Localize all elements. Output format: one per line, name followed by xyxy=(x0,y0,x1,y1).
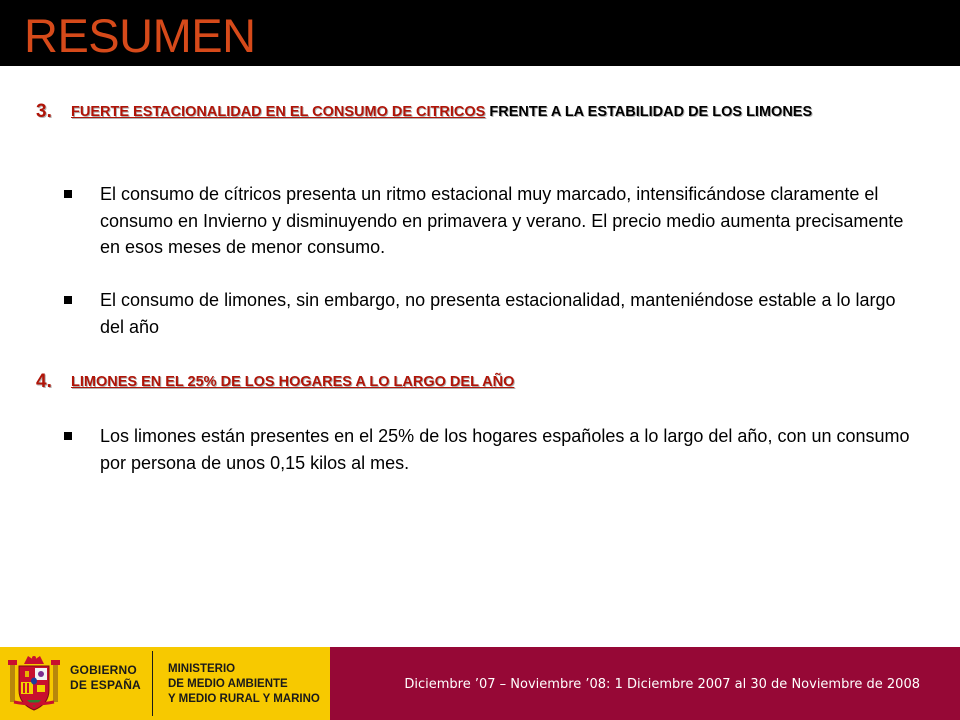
list-item xyxy=(60,423,910,476)
section-4-title xyxy=(36,368,936,396)
section-3-title xyxy=(36,98,936,126)
ministry-line-2: DE MEDIO AMBIENTE xyxy=(168,678,288,690)
page-title: RESUMEN xyxy=(24,9,256,62)
footer xyxy=(0,647,960,720)
bullet-text: El consumo de limones, sin embargo, no presenta estacionalidad, manteniéndose estable a lo largo del año xyxy=(100,290,896,337)
section-3-number: 3. xyxy=(36,101,52,122)
footer-period-area xyxy=(330,647,960,720)
bullet-text: Los limones están presentes en el 25% de los hogares españoles a lo largo del año, con un consumo por persona de unos 0,15 kilos al mes. xyxy=(100,426,910,473)
section-4-heading xyxy=(36,368,936,396)
government-line-2: DE ESPAÑA xyxy=(70,678,141,692)
footer-divider xyxy=(152,651,153,716)
square-bullet-icon xyxy=(64,190,72,198)
period-text: Diciembre ’07 – Noviembre ’08: 1 Diciembre 2007 al 30 de Noviembre de 2008 xyxy=(404,677,920,692)
square-bullet-icon xyxy=(64,432,72,440)
square-bullet-icon xyxy=(64,296,72,304)
ministry-line-3: Y MEDIO RURAL Y MARINO xyxy=(168,693,320,705)
government-line-1: GOBIERNO xyxy=(70,663,137,677)
section-3-heading xyxy=(36,98,936,126)
ministry-line-1: MINISTERIO xyxy=(168,663,236,675)
header-bar xyxy=(0,0,960,66)
section-4-title-emphasis: LIMONES EN EL 25% DE LOS HOGARES A LO LARGO DEL AÑO xyxy=(71,374,515,390)
section-3-title-rest: FRENTE A LA ESTABILIDAD DE LOS LIMONES xyxy=(485,104,813,120)
bullet-text: El consumo de cítricos presenta un ritmo estacional muy marcado, intensificándose claramente el consumo en Invierno y disminuyendo en primavera y verano. El precio medio aumenta precisamente en esos meses de menor consumo. xyxy=(100,184,904,257)
section-3-title-emphasis: FUERTE ESTACIONALIDAD EN EL CONSUMO DE CITRICOS xyxy=(71,104,486,120)
coat-of-arms-icon xyxy=(8,654,60,712)
list-item xyxy=(60,181,910,261)
ministry-label xyxy=(168,662,320,707)
footer-logo-area xyxy=(0,647,330,720)
government-label xyxy=(70,663,141,693)
list-item xyxy=(60,287,910,340)
section-4-number: 4. xyxy=(36,371,52,392)
